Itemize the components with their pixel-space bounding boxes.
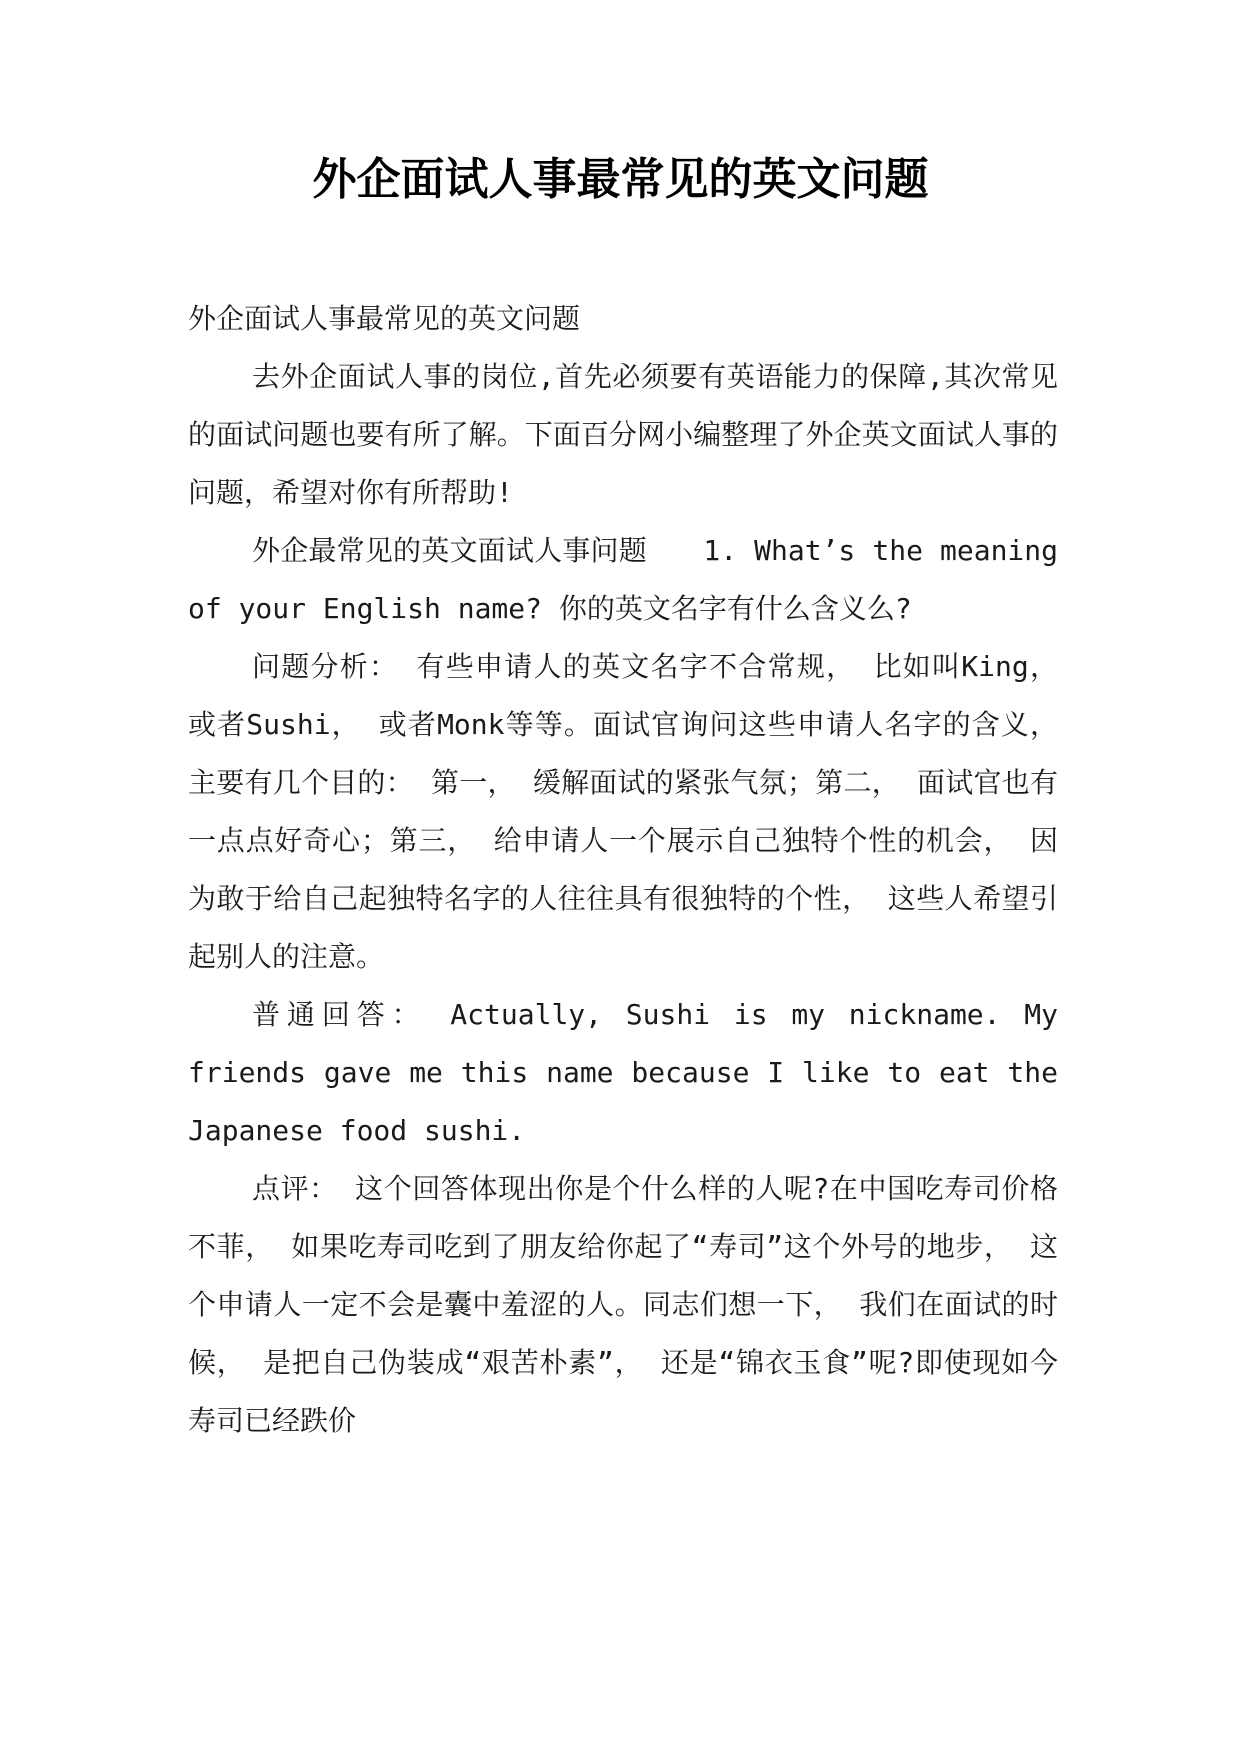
paragraph-analysis: 问题分析： 有些申请人的英文名字不合常规， 比如叫King， 或者Sushi， 或者Monk等等。面试官询问这些申请人名字的含义， 主要有几个目的： 第一， 缓解面试的紧张气氛；第二， 面试官也有一点点好奇心；第三， 给申请人一个展示自己独特个性的机会， 因为敢于给自己起独特名字的人往往具有很独特的个性， 这些人希望引起别人的注意。	[188, 650, 1058, 973]
paragraph-question-1: 外企最常见的英文面试人事问题 1. What’s the meaning of your English name? 你的英文名字有什么含义么?	[188, 534, 1058, 625]
document-title: 外企面试人事最常见的英文问题	[312, 154, 929, 205]
paragraph-comment: 点评： 这个回答体现出你是个什么样的人呢?在中国吃寿司价格不菲， 如果吃寿司吃到了朋友给你起了“寿司”这个外号的地步， 这个申请人一定不会是囊中羞涩的人。同志们想一下， 我们在面试的时候， 是把自己伪装成“艰苦朴素”， 还是“锦衣玉食”呢?即使现如今寿司已经跌价	[188, 1172, 1058, 1437]
paragraph-common-answer: 普通回答： Actually, Sushi is my nickname. My friends gave me this name because I like to eat the Japanese food sushi.	[188, 998, 1058, 1147]
paragraph-intro: 去外企面试人事的岗位,首先必须要有英语能力的保障,其次常见的面试问题也要有所了解。下面百分网小编整理了外企英文面试人事的问题，希望对你有所帮助!	[188, 360, 1058, 509]
document-body	[188, 290, 1058, 1450]
paragraph-heading: 外企面试人事最常见的英文问题	[188, 302, 581, 335]
